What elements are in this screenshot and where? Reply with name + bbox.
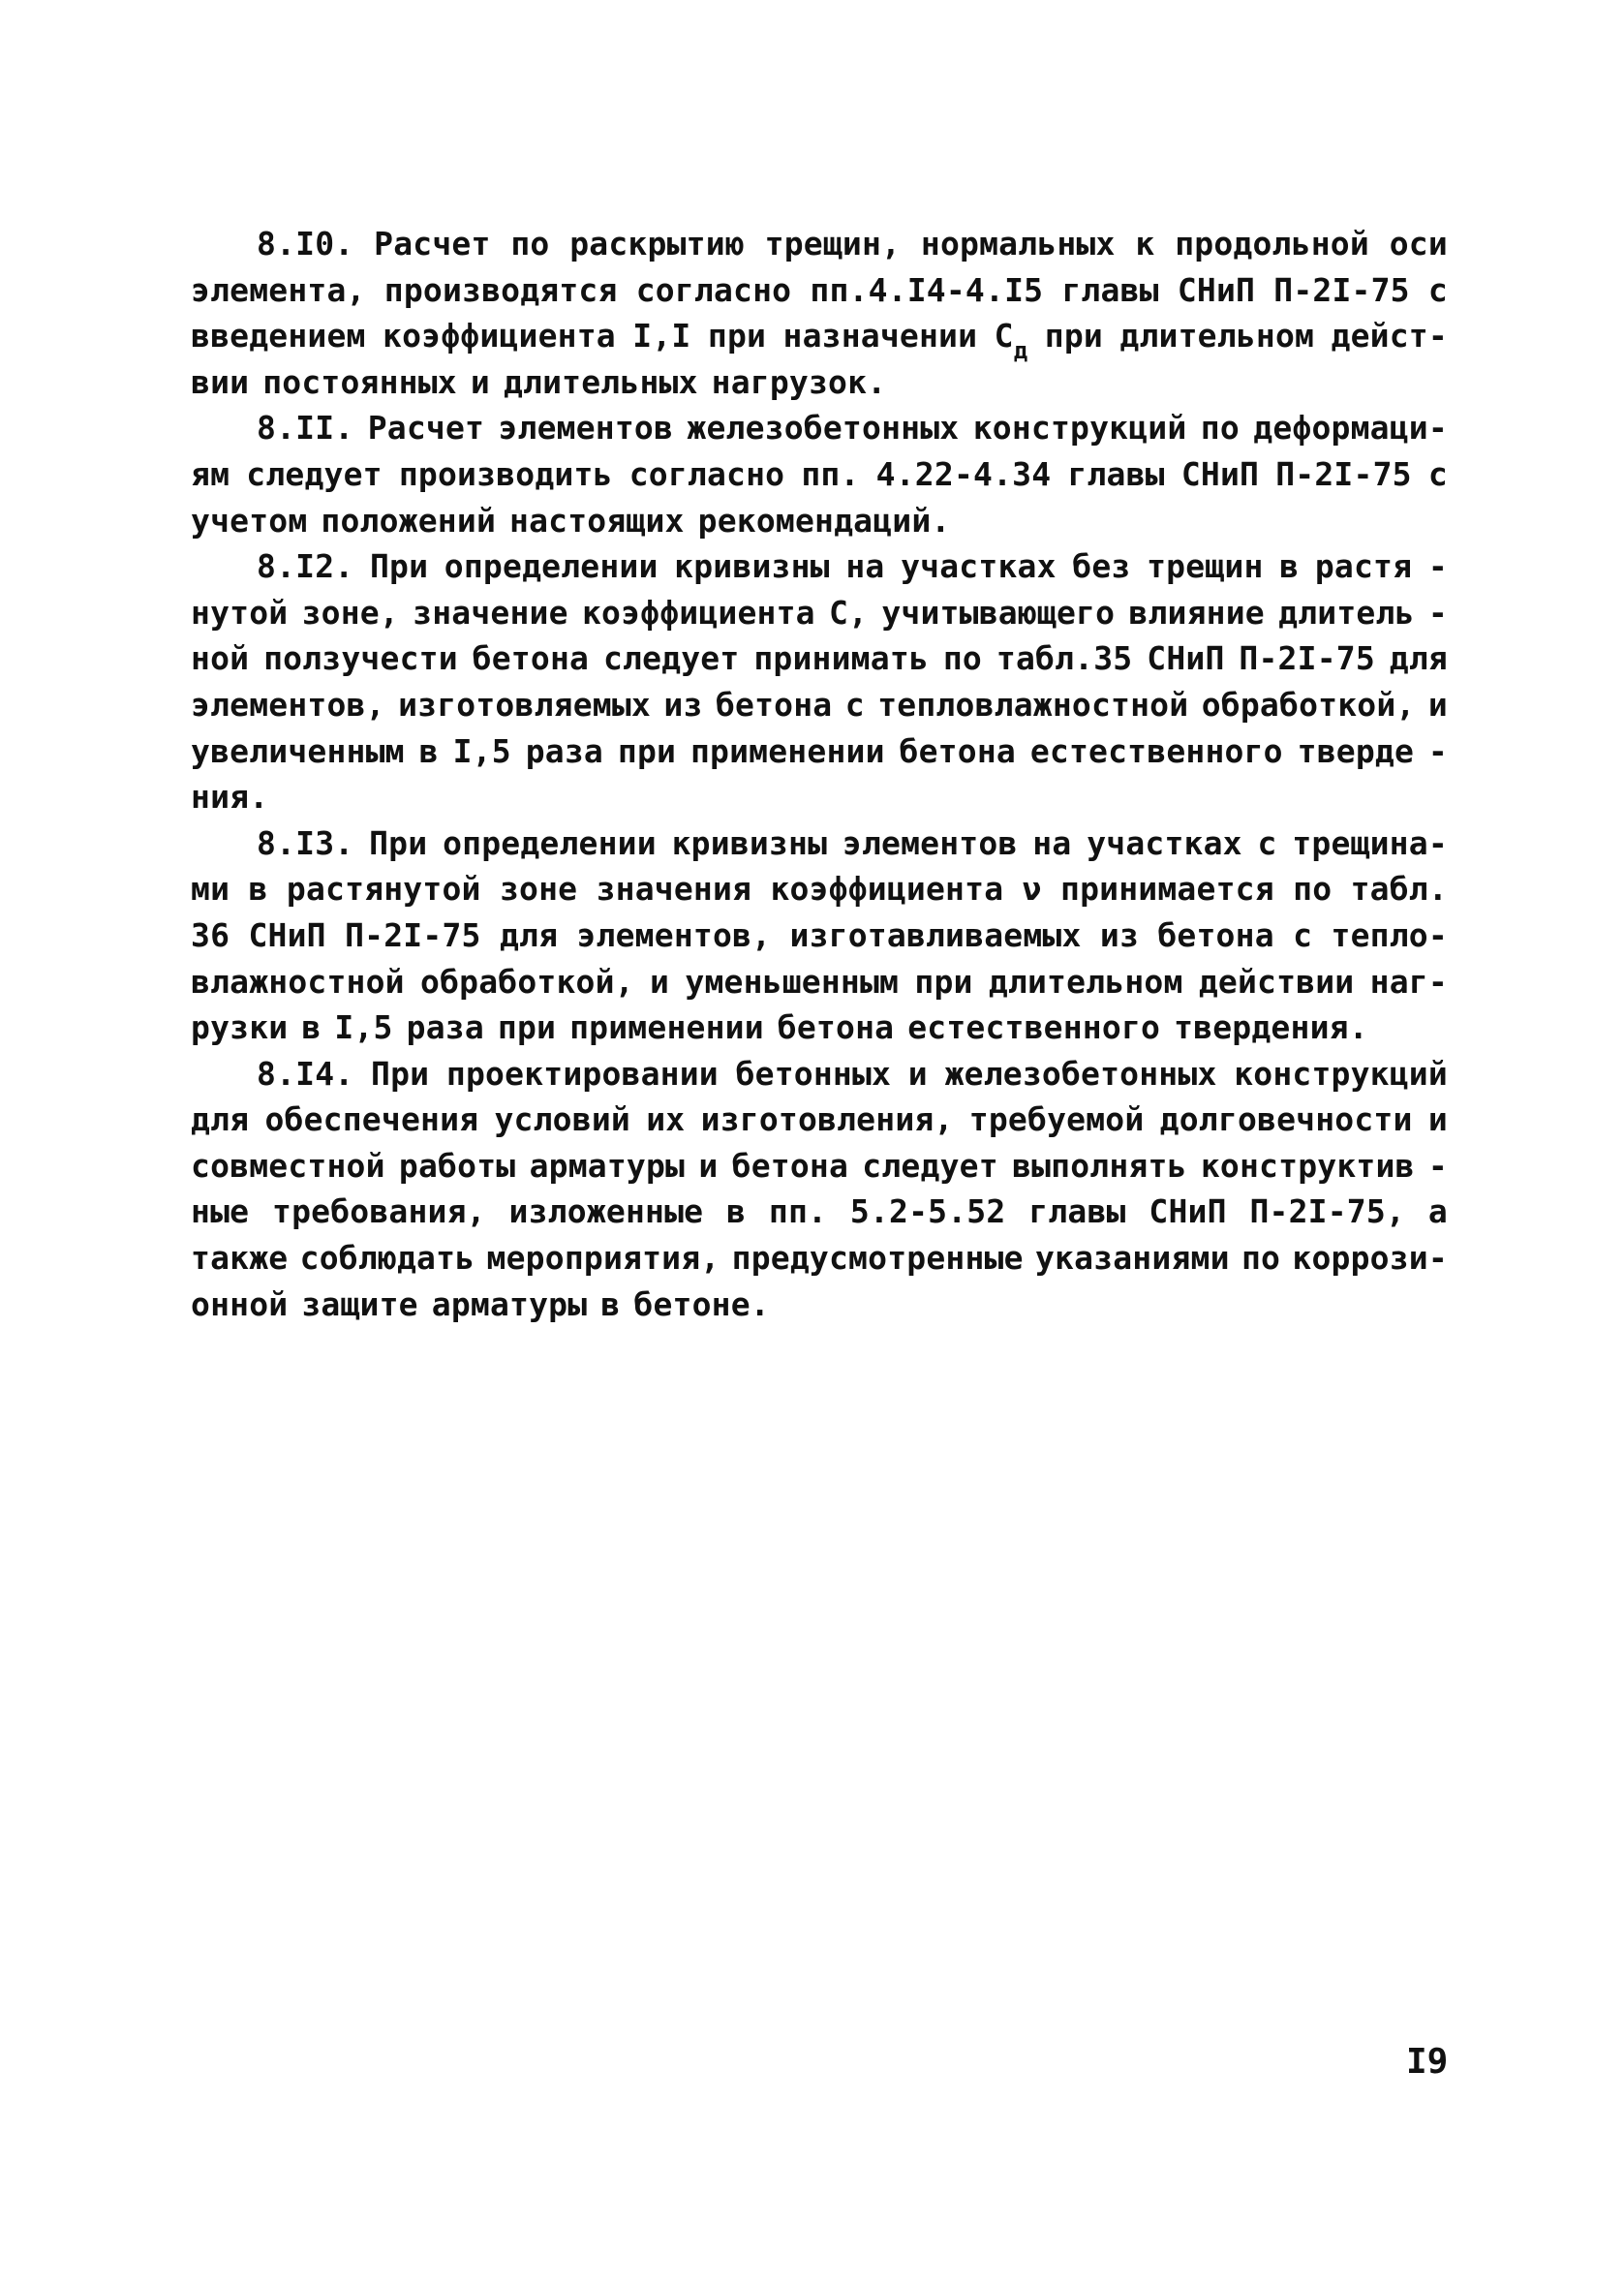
word: влияние — [1128, 593, 1265, 632]
word: конструкций — [1234, 1054, 1448, 1093]
word: рузки — [191, 1008, 289, 1047]
word: и — [650, 962, 670, 1001]
word: с — [1427, 454, 1448, 493]
word: уменьшенным — [685, 962, 900, 1001]
word: длитель — [1278, 593, 1415, 632]
word: и — [470, 362, 490, 401]
word: ν — [1022, 870, 1042, 909]
word: применении — [569, 1008, 764, 1047]
subscript: д — [1013, 337, 1028, 365]
word: совместной — [191, 1146, 385, 1185]
word: главы — [1028, 1192, 1126, 1231]
word: при — [707, 317, 767, 355]
word: в — [600, 1284, 621, 1323]
text-line — [191, 1189, 1448, 1235]
word: естественного — [907, 1008, 1161, 1047]
word: трещин — [1147, 547, 1264, 586]
word: требуемой — [968, 1100, 1145, 1139]
word: зоне, — [301, 593, 399, 632]
word: кривизны — [671, 823, 828, 862]
word: трещин, — [764, 225, 902, 263]
word: в — [1279, 547, 1300, 586]
word: значение — [413, 593, 568, 632]
word: указаниями — [1034, 1239, 1230, 1278]
word: При — [369, 547, 429, 586]
word: вии — [191, 362, 250, 401]
word: 4.22-4.34 — [875, 454, 1052, 493]
word: пп.4.I4-4.I5 — [810, 270, 1044, 309]
word: с — [1427, 270, 1448, 309]
word: из — [663, 685, 703, 724]
word: определении — [444, 547, 659, 586]
word: проектировании — [445, 1054, 719, 1093]
word: согласно — [635, 270, 792, 309]
word: - — [1427, 593, 1448, 632]
word: растянутой — [286, 870, 481, 909]
word: защите — [301, 1284, 418, 1323]
paragraph-8-13 — [191, 820, 1448, 1051]
word: зоне — [499, 870, 578, 909]
word: назначении — [782, 317, 978, 355]
word: в — [301, 1008, 322, 1047]
word: производить — [398, 454, 613, 493]
word: твердения. — [1174, 1008, 1368, 1047]
paragraph-8-11 — [191, 405, 1448, 543]
word: изготовления, — [700, 1100, 954, 1139]
word: бетона — [777, 1008, 895, 1047]
word: П-2I-75 — [1239, 639, 1375, 678]
word: элементов — [842, 823, 1018, 862]
word: бетона — [1157, 915, 1274, 954]
word: арматуры — [431, 1284, 588, 1323]
text-line — [191, 543, 1448, 590]
word: деформаци- — [1253, 409, 1448, 448]
word: ми — [191, 870, 230, 909]
word: бетона — [731, 1146, 849, 1185]
word: ной — [191, 639, 250, 678]
word: I,5 — [452, 731, 511, 770]
text-line — [191, 635, 1448, 682]
word: и — [1427, 1100, 1448, 1139]
word: пп. — [801, 454, 860, 493]
word: следует — [862, 1146, 998, 1185]
word: трещина- — [1292, 823, 1448, 862]
word: наг- — [1369, 962, 1448, 1001]
word: коэффициента — [581, 593, 815, 632]
word: конструкций — [972, 409, 1187, 448]
word: железобетонных — [687, 409, 960, 448]
word: растя — [1314, 547, 1413, 586]
word: по — [1293, 870, 1333, 909]
word: 8.I0. — [257, 225, 354, 263]
word: бетона — [899, 731, 1016, 770]
word: обработкой, — [420, 962, 634, 1001]
word: принимать — [753, 639, 929, 678]
paragraph-8-10 — [191, 221, 1448, 405]
word: П-2I-75 — [1275, 454, 1412, 493]
word: длительном — [1119, 317, 1315, 355]
word: обеспечения — [264, 1100, 479, 1139]
word: бетона — [472, 639, 590, 678]
word: ные — [191, 1192, 250, 1231]
word: по — [942, 639, 982, 678]
word: главы — [1067, 454, 1165, 493]
word: учитывающего — [881, 593, 1116, 632]
word: действии — [1198, 962, 1355, 1001]
word: СНиП — [248, 915, 326, 954]
word: также — [191, 1239, 289, 1278]
word: и — [907, 1054, 928, 1093]
word: элементов — [498, 409, 674, 448]
word: без — [1072, 547, 1131, 586]
word: коэффициента — [770, 870, 1004, 909]
text-line — [191, 682, 1448, 728]
word: Расчет — [367, 409, 485, 448]
body-text — [191, 221, 1448, 1327]
word: настоящих — [509, 501, 685, 540]
word: бетонных — [735, 1054, 892, 1093]
text-line — [191, 590, 1448, 636]
word: бетона — [715, 685, 833, 724]
word: следует — [246, 454, 383, 493]
word: при — [914, 962, 973, 1001]
word: с — [1293, 915, 1313, 954]
text-line — [191, 912, 1448, 959]
word: по — [510, 225, 550, 263]
word: П-2I-75 — [1273, 270, 1410, 309]
word: долговечности — [1159, 1100, 1413, 1139]
word: на — [1032, 823, 1072, 862]
word: длительном — [988, 962, 1183, 1001]
word: табл. — [1350, 870, 1448, 909]
word: при — [497, 1008, 557, 1047]
word: - — [1427, 1146, 1448, 1185]
page-number: I9 — [1406, 2042, 1449, 2082]
word: при — [617, 731, 677, 770]
word: работы — [398, 1146, 516, 1185]
word: влажностной — [191, 962, 405, 1001]
word: длительных — [503, 362, 698, 401]
word: рекомендаций. — [697, 501, 951, 540]
word: кривизны — [674, 547, 830, 586]
word: конструктив — [1200, 1146, 1415, 1185]
word: введением — [191, 317, 366, 355]
word: с — [1257, 823, 1277, 862]
text-line — [191, 1097, 1448, 1143]
word: из — [1099, 915, 1140, 954]
text-line — [191, 820, 1448, 867]
text-line — [191, 313, 1448, 365]
text-line — [191, 959, 1448, 1005]
word: дейст- — [1331, 317, 1448, 355]
word: коррози- — [1292, 1239, 1448, 1278]
word: по — [1241, 1239, 1281, 1278]
word: СНиП — [1147, 639, 1225, 678]
paragraph-8-14 — [191, 1051, 1448, 1328]
word: 36 — [191, 915, 230, 954]
word: I,I — [632, 317, 691, 355]
word: продольной — [1175, 225, 1369, 263]
word: условий — [494, 1100, 630, 1139]
word: ползучести — [263, 639, 458, 678]
text-line — [191, 1282, 1448, 1328]
word: участках — [1087, 823, 1242, 862]
word: в — [248, 870, 268, 909]
word: 8.I4. — [257, 1054, 354, 1093]
word: онной — [191, 1284, 289, 1323]
word: ния. — [191, 778, 269, 817]
word: обработкой, — [1201, 685, 1416, 724]
word: с — [844, 685, 865, 724]
word: для — [191, 1100, 250, 1139]
word: нормальных — [920, 225, 1116, 263]
word: главы — [1061, 270, 1159, 309]
word: согласно — [628, 454, 785, 493]
word: ям — [191, 454, 230, 493]
word: к — [1135, 225, 1155, 263]
word: коэффициента — [383, 317, 616, 355]
text-line — [191, 1051, 1448, 1097]
text-line — [191, 451, 1448, 498]
word: - — [1427, 547, 1448, 586]
word: и — [698, 1146, 719, 1185]
word: естественного — [1029, 731, 1283, 770]
word: $С_д$ — [994, 317, 1028, 365]
paragraph-8-12 — [191, 543, 1448, 820]
word: нагрузок. — [711, 362, 887, 401]
word: тепло- — [1331, 915, 1448, 954]
word: соблюдать — [299, 1239, 475, 1278]
word: раскрытию — [569, 225, 745, 263]
word: изготовляемых — [398, 685, 651, 724]
text-line — [191, 1235, 1448, 1282]
word: железобетонных — [944, 1054, 1217, 1093]
word: П-2I-75, — [1249, 1192, 1406, 1231]
word: тверде — [1297, 731, 1415, 770]
word: а — [1427, 1192, 1448, 1231]
word: значения — [596, 870, 752, 909]
text-line — [191, 1143, 1448, 1190]
text-line — [191, 866, 1448, 912]
word: 8.II. — [257, 409, 354, 448]
word: увеличенным — [191, 731, 405, 770]
word: раза — [525, 731, 603, 770]
text-line — [191, 728, 1448, 775]
word: СНиП — [1149, 1192, 1227, 1231]
word: Расчет — [374, 225, 491, 263]
word: элементов, — [191, 685, 385, 724]
word: для — [499, 915, 559, 954]
word: и — [1427, 685, 1448, 724]
word: изложенные — [508, 1192, 704, 1231]
word: элементов, — [576, 915, 772, 954]
word: учетом — [191, 501, 308, 540]
word: При — [369, 823, 428, 862]
word: нутой — [191, 593, 289, 632]
word: производятся — [383, 270, 618, 309]
text-line — [191, 359, 1448, 406]
word: принимается — [1060, 870, 1274, 909]
word: бетоне. — [633, 1284, 770, 1323]
word: I,5 — [334, 1008, 393, 1047]
text-line — [191, 774, 1448, 820]
word: При — [371, 1054, 430, 1093]
word: следует — [602, 639, 740, 678]
word: требования, — [272, 1192, 486, 1231]
word: СНиП — [1180, 454, 1260, 493]
word: при — [1044, 317, 1103, 355]
word: П-2I-75 — [345, 915, 481, 954]
word: участках — [901, 547, 1057, 586]
word: табл.35 — [996, 639, 1133, 678]
word: пп. — [768, 1192, 828, 1231]
text-line — [191, 405, 1448, 451]
word: мероприятия, — [486, 1239, 720, 1278]
word: на — [845, 547, 885, 586]
word: 8.I3. — [257, 823, 354, 862]
word: изготавливаемых — [789, 915, 1082, 954]
word: С, — [828, 593, 869, 632]
word: арматуры — [529, 1146, 686, 1185]
word: их — [646, 1100, 686, 1139]
word: 8.I2. — [257, 547, 354, 586]
word: оси — [1389, 225, 1448, 263]
word: положений — [321, 501, 497, 540]
word: постоянных — [262, 362, 457, 401]
text-line — [191, 221, 1448, 267]
word: раза — [406, 1008, 484, 1047]
word: выполнять — [1012, 1146, 1187, 1185]
word: предусмотренные — [731, 1239, 1024, 1278]
word: для — [1389, 639, 1448, 678]
word: применении — [689, 731, 885, 770]
word: - — [1427, 731, 1448, 770]
word: по — [1200, 409, 1240, 448]
word: определении — [443, 823, 657, 862]
text-line — [191, 1004, 1448, 1051]
word: в — [726, 1192, 747, 1231]
word: тепловлажностной — [877, 685, 1189, 724]
text-line — [191, 498, 1448, 544]
word: в — [418, 731, 439, 770]
word: СНиП — [1177, 270, 1256, 309]
word: 5.2-5.52 — [849, 1192, 1006, 1231]
word: элемента, — [191, 270, 366, 309]
text-line — [191, 267, 1448, 314]
